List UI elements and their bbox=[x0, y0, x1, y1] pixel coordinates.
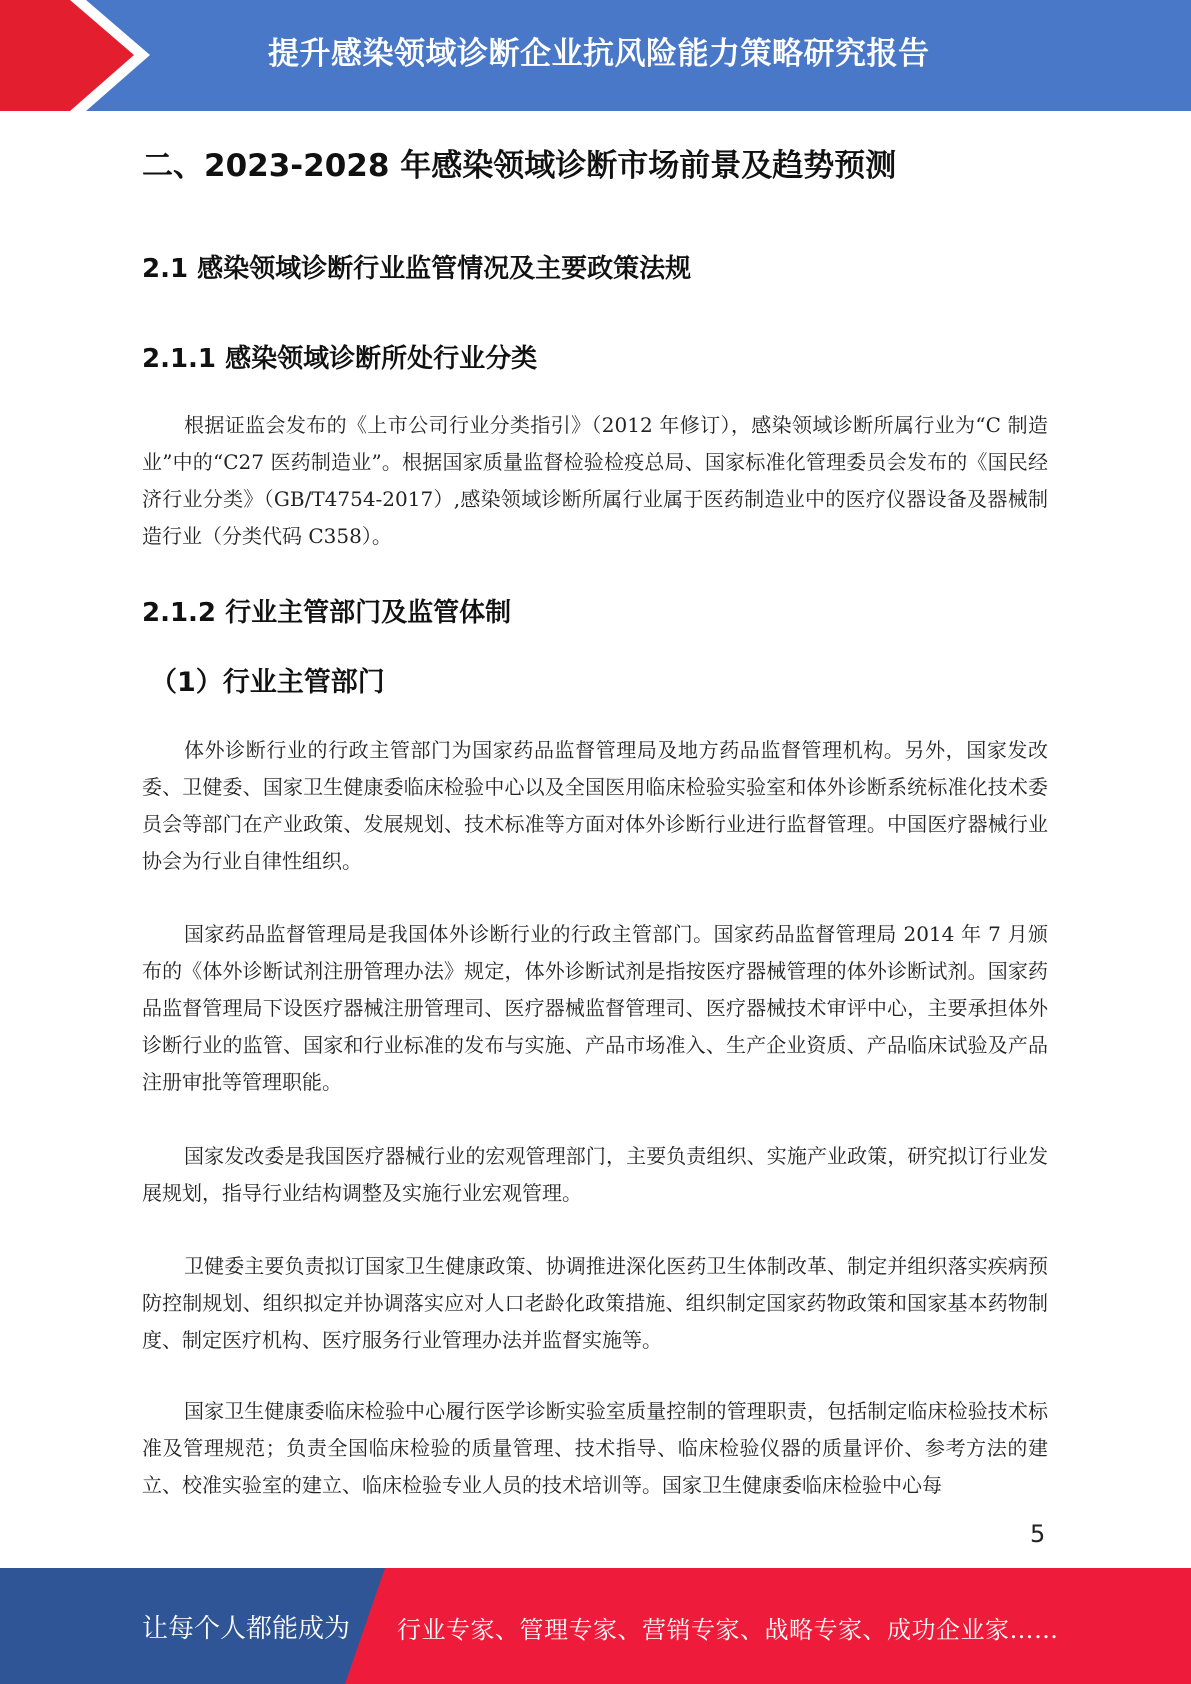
paragraph-regulators-overview: 体外诊断行业的行政主管部门为国家药品监督管理局及地方药品监督管理机构。另外，国家发改委、卫健委、国家卫生健康委临床检验中心以及全国医用临床检验实验室和体外诊断系统标准化技术委员会等部门在产业政策、发展规划、技术标准等方面对体外诊断行业进行监督管理。中国医疗器械行业协会为行业自律性组织。 bbox=[142, 738, 1048, 873]
chapter-heading: 二、2023-2028 年感染领域诊断市场前景及趋势预测 bbox=[142, 148, 897, 184]
footer-slogan-right: 行业专家、管理专家、营销专家、战略专家、成功企业家…… bbox=[397, 1616, 1059, 1644]
paragraph-nmpa: 国家药品监督管理局是我国体外诊断行业的行政主管部门。国家药品监督管理局 2014 年 7 月颁布的《体外诊断试剂注册管理办法》规定，体外诊断试剂是指按医疗器械管理的体外诊断试剂。国家药品监督管理局下设医疗器械注册管理司、医疗器械监督管理司、医疗器械技术审评中心，主要承担体外诊断行业的监管、国家和行业标准的发布与实施、产品市场准入、生产企业资质、产品临床试验及产品注册审批等管理职能。 bbox=[142, 922, 1048, 1094]
subsection-heading-1: （1）行业主管部门 bbox=[150, 667, 385, 698]
section-heading-2-1: 2.1 感染领域诊断行业监管情况及主要政策法规 bbox=[142, 254, 692, 284]
section-heading-2-1-2: 2.1.2 行业主管部门及监管体制 bbox=[142, 598, 512, 628]
section-heading-2-1-1: 2.1.1 感染领域诊断所处行业分类 bbox=[142, 344, 538, 374]
paragraph-industry-classification: 根据证监会发布的《上市公司行业分类指引》（2012 年修订），感染领域诊断所属行业为“C 制造业”中的“C27 医药制造业”。根据国家质量监督检验检疫总局、国家标准化管理委员会发布的《国民经济行业分类》（GB/T4754-2017）,感染领域诊断所属行业属于医药制造业中的医疗仪器设备及器械制造行业（分类代码 C358）。 bbox=[142, 413, 1048, 548]
header-arrow-decoration bbox=[0, 0, 150, 111]
footer-slogan-left: 让每个人都能成为 bbox=[142, 1614, 351, 1644]
paragraph-clinical-lab-center: 国家卫生健康委临床检验中心履行医学诊断实验室质量控制的管理职责，包括制定临床检验技术标准及管理规范；负责全国临床检验的质量管理、技术指导、临床检验仪器的质量评价、参考方法的建立、校准实验室的建立、临床检验专业人员的技术培训等。国家卫生健康委临床检验中心每 bbox=[142, 1399, 1048, 1497]
page-number: 5 bbox=[1030, 1520, 1046, 1548]
paragraph-nhc: 卫健委主要负责拟订国家卫生健康政策、协调推进深化医药卫生体制改革、制定并组织落实疾病预防控制规划、组织拟定并协调落实应对人口老龄化政策措施、组织制定国家药物政策和国家基本药物制度、制定医疗机构、医疗服务行业管理办法并监督实施等。 bbox=[142, 1254, 1048, 1352]
page-footer-band bbox=[0, 1568, 1191, 1684]
report-title: 提升感染领域诊断企业抗风险能力策略研究报告 bbox=[268, 36, 930, 72]
page-header-band bbox=[0, 0, 1191, 111]
paragraph-ndrc: 国家发改委是我国医疗器械行业的宏观管理部门，主要负责组织、实施产业政策，研究拟订行业发展规划，指导行业结构调整及实施行业宏观管理。 bbox=[142, 1144, 1048, 1205]
